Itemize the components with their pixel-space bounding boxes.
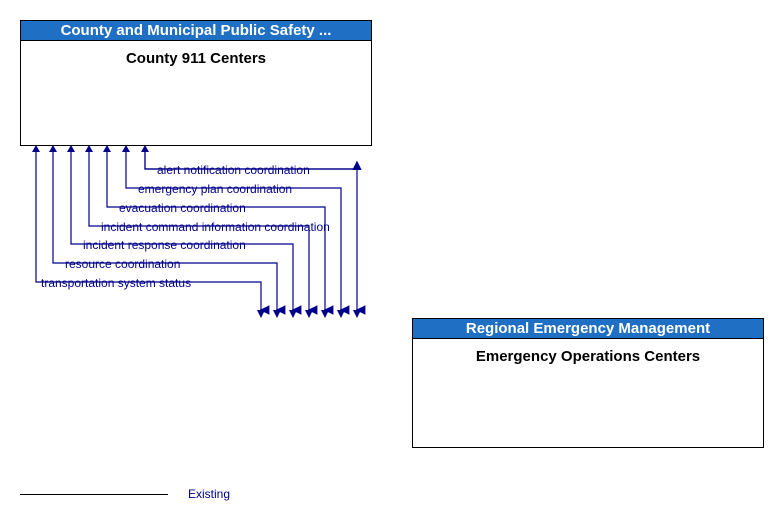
node-header-stakeholder: County and Municipal Public Safety ... (21, 21, 371, 41)
legend-line-sample (20, 494, 168, 495)
flow-label-transportation-system-status: transportation system status (41, 276, 192, 290)
flow-label-incident-command-information-coordination: incident command information coordination (101, 220, 330, 234)
flow-label-alert-notification-coordination: alert notification coordination (157, 163, 310, 177)
node-emergency-operations-centers[interactable] (412, 318, 764, 448)
node-county-911-centers[interactable] (20, 20, 372, 146)
legend-label-existing: Existing (188, 487, 231, 501)
node-header-stakeholder: Regional Emergency Management (413, 319, 763, 339)
flow-label-evacuation-coordination: evacuation coordination (119, 201, 246, 215)
flow-label-incident-response-coordination: incident response coordination (83, 238, 246, 252)
node-title: County 911 Centers (125, 50, 267, 67)
node-title: Emergency Operations Centers (475, 348, 701, 365)
flow-label-resource-coordination: resource coordination (65, 257, 181, 271)
flow-label-emergency-plan-coordination: emergency plan coordination (138, 182, 293, 196)
